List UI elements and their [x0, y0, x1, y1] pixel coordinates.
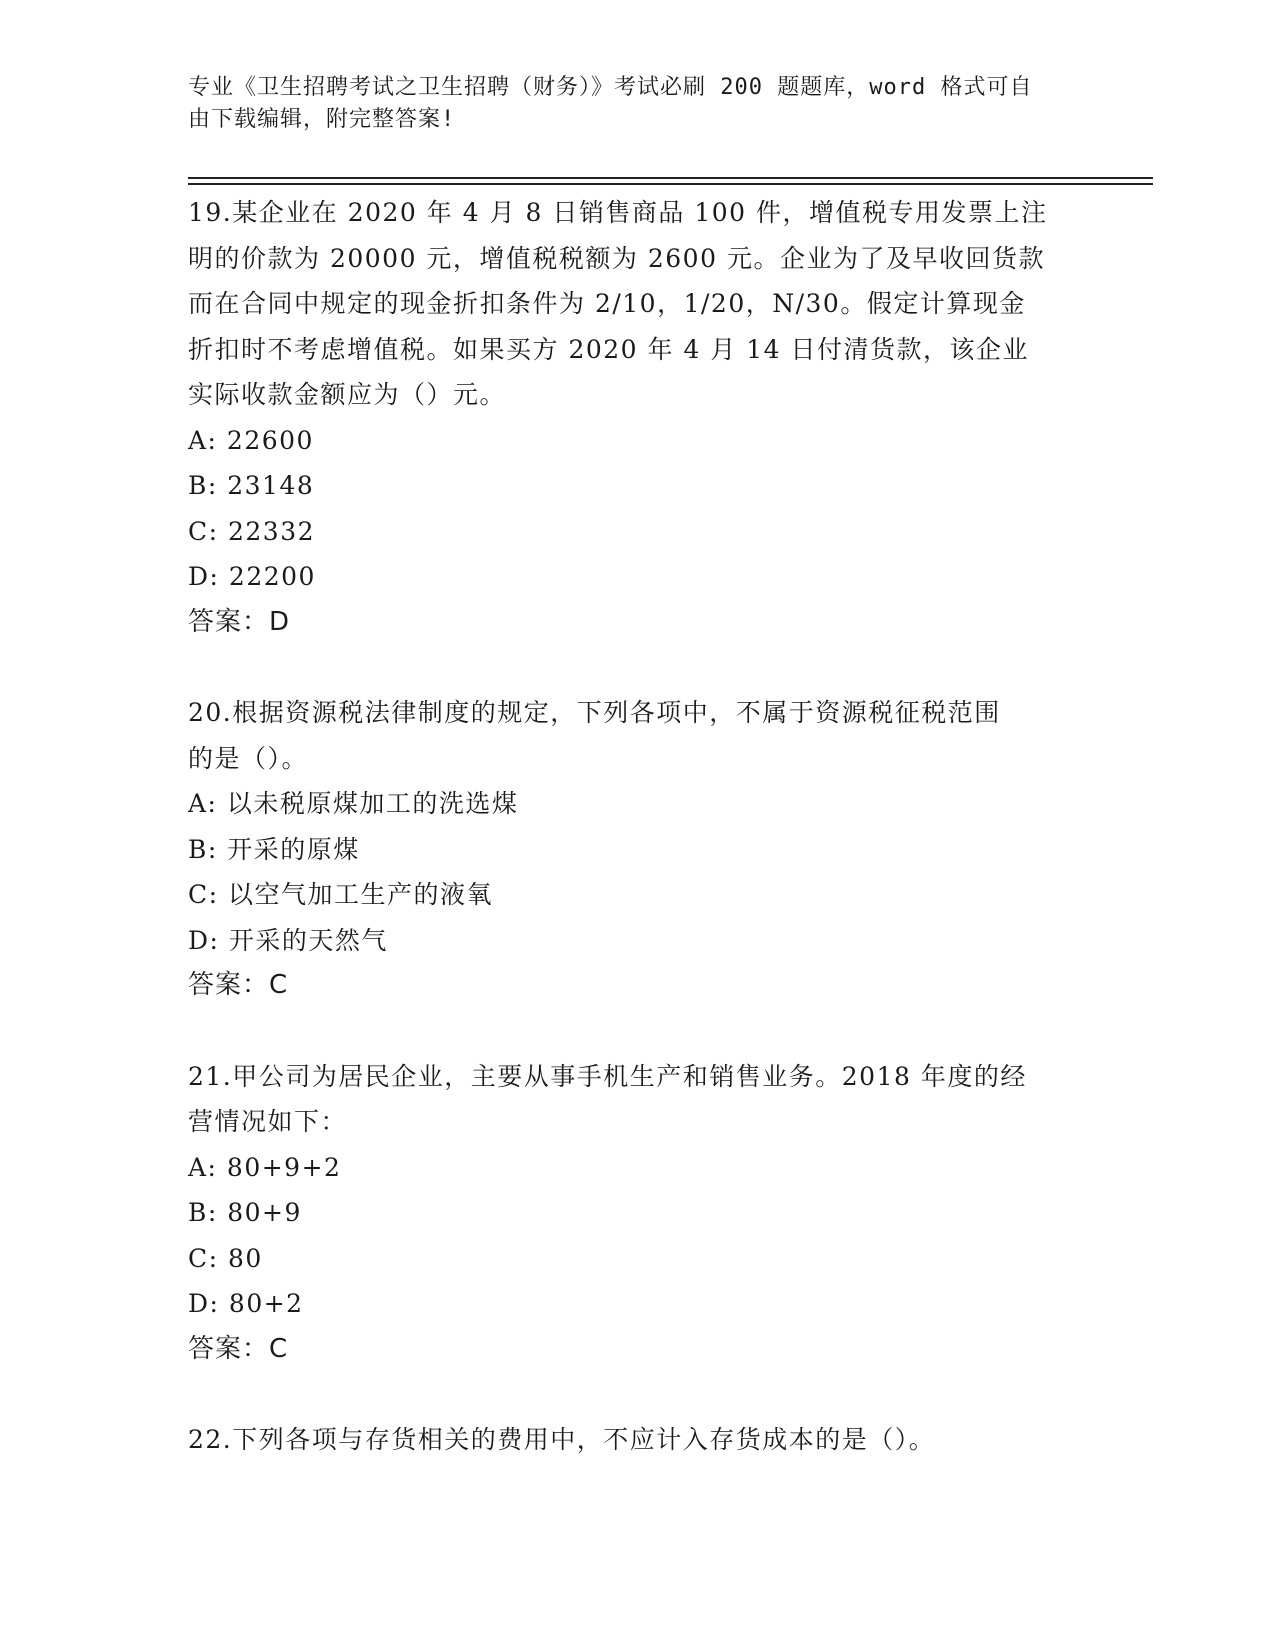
stem-line: 而在合同中规定的现金折扣条件为 2/10，1/20，N/30。假定计算现金 [188, 289, 1026, 318]
question-22 [188, 1417, 1088, 1463]
stem-line: 折扣时不考虑增值税。如果买方 2020 年 4 月 14 日付清货款，该企业 [188, 334, 1030, 364]
question-21 [188, 1054, 1088, 1373]
question-20 [188, 690, 1088, 1009]
option-a: A: 80+9+2 [188, 1152, 342, 1182]
header-divider-bottom [188, 183, 1153, 185]
stem-line: 21.甲公司为居民企业，主要从事手机生产和销售业务。2018 年度的经 [188, 1061, 1027, 1091]
stem-line: 明的价款为 20000 元，增值税税额为 2600 元。企业为了及早收回货款 [188, 243, 1045, 273]
question-stem [188, 1417, 1088, 1463]
option-c: C: 以空气加工生产的液氧 [188, 880, 493, 909]
stem-line: 19.某企业在 2020 年 4 月 8 日销售商品 100 件，增值税专用发票上注 [188, 198, 1048, 227]
question-19 [188, 190, 1088, 645]
stem-line: 的是（）。 [188, 743, 309, 773]
question-stem [188, 190, 1088, 418]
option-d: D: 开采的天然气 [188, 925, 388, 955]
question-list [188, 190, 1088, 1463]
option-a: A: 以未税原煤加工的洗选煤 [188, 789, 519, 818]
stem-line: 20.根据资源税法律制度的规定，下列各项中，不属于资源税征税范围 [188, 698, 1001, 727]
answer: 答案：C [188, 970, 289, 1000]
answer: 答案：C [188, 1333, 289, 1364]
option-d: D: 80+2 [188, 1289, 304, 1318]
option-c: C: 22332 [188, 516, 316, 546]
header-divider-top [188, 177, 1153, 179]
question-stem [188, 690, 1088, 781]
question-spacer [188, 1009, 1088, 1054]
document-header [188, 72, 1068, 136]
option-b: B: 80+9 [188, 1198, 302, 1227]
question-stem [188, 1054, 1088, 1145]
option-c: C: 80 [188, 1243, 263, 1273]
header-line-1: 专业《卫生招聘考试之卫生招聘（财务）》考试必刷 200 题题库，word 格式可自 [188, 75, 1033, 100]
header-line-2: 由下载编辑，附完整答案! [188, 107, 456, 132]
option-d: D: 22200 [188, 562, 316, 591]
question-spacer [188, 645, 1088, 690]
stem-line: 22.下列各项与存货相关的费用中，不应计入存货成本的是（）。 [188, 1425, 936, 1454]
option-b: B: 开采的原煤 [188, 834, 360, 864]
option-b: B: 23148 [188, 471, 315, 500]
answer: 答案：D [188, 606, 291, 637]
stem-line: 营情况如下： [188, 1107, 348, 1136]
stem-line: 实际收款金额应为（）元。 [188, 380, 507, 409]
option-a: A: 22600 [188, 425, 314, 455]
question-spacer [188, 1372, 1088, 1417]
